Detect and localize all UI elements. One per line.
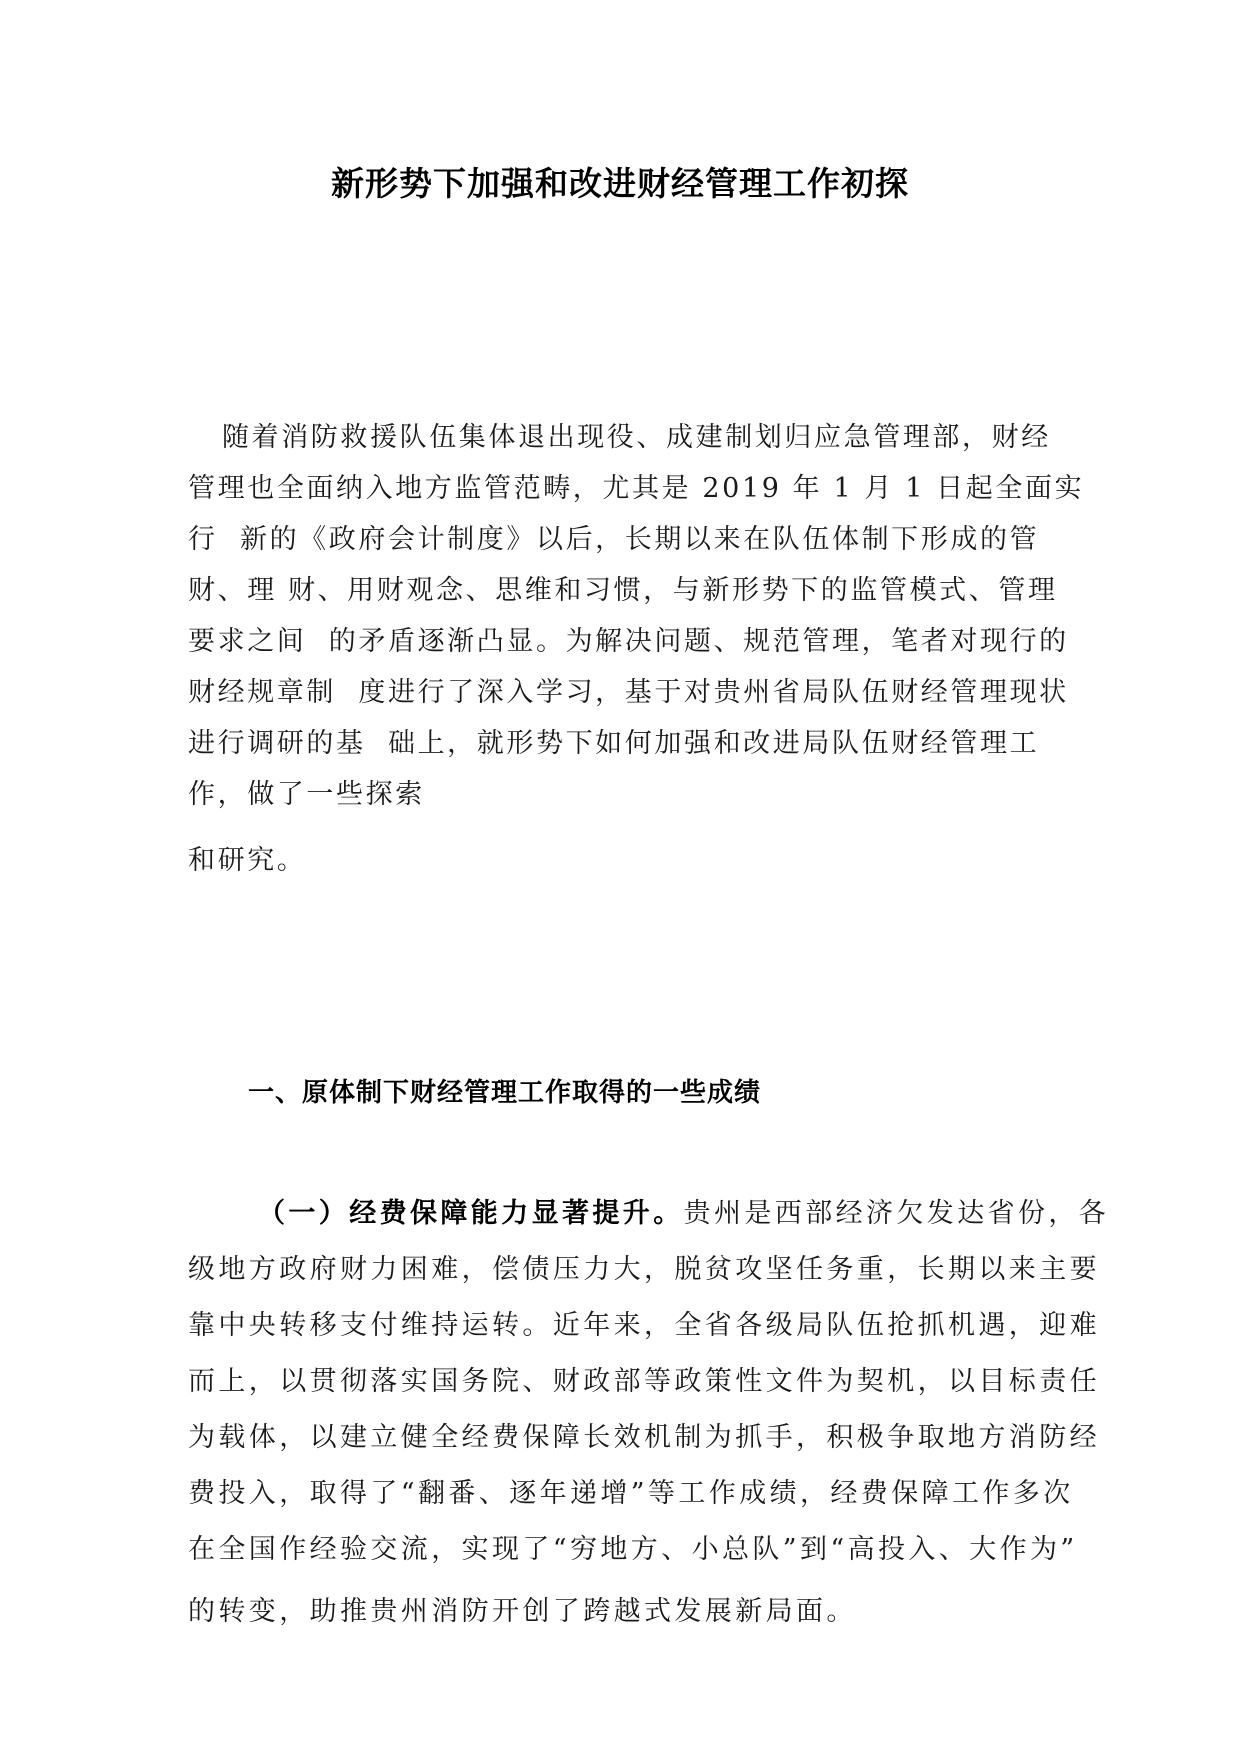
paragraph-line: 行 新的《政府会计制度》以后，长期以来在队伍体制下形成的管: [188, 524, 1040, 555]
section-heading: 一、原体制下财经管理工作取得的一些成绩: [248, 1078, 762, 1108]
paragraph-line: 和研究。: [188, 845, 307, 876]
paragraph-line: 级地方政府财力困难，偿债压力大，脱贫攻坚任务重，长期以来主要: [188, 1254, 1100, 1285]
subsection-lead: （一）经费保障能力显著提升。: [258, 1198, 684, 1229]
paragraph-line: 随着消防救援队伍集体退出现役、成建制划归应急管理部，财经: [222, 422, 1051, 453]
paragraph-line: 财、理 财、用财观念、思维和习惯，与新形势下的监管模式、管理: [188, 575, 1058, 606]
paragraph-text: 贵州是西部经济欠发达省份，各: [683, 1198, 1110, 1229]
paragraph-line: 在全国作经验交流，实现了“穷地方、小总队”到“高投入、大作为”: [188, 1534, 1078, 1565]
paragraph-line: 财经规章制 度进行了深入学习，基于对贵州省局队伍财经管理现状: [188, 677, 1069, 708]
paragraph-line: 管理也全面纳入地方监管范畴，尤其是 2019 年 1 月 1 日起全面实: [188, 473, 1085, 504]
paragraph-line: 为载体，以建立健全经费保障长效机制为抓手，积极争取地方消防经: [188, 1422, 1100, 1453]
paragraph-line: 要求之间 的矛盾逐渐凸显。为解决问题、规范管理，笔者对现行的: [188, 626, 1069, 657]
paragraph-line: 进行调研的基 础上，就形势下如何加强和改进局队伍财经管理工: [188, 728, 1040, 759]
paragraph-line: 作，做了一些探索: [188, 779, 425, 810]
paragraph-line: 费投入，取得了“翻番、逐年递增”等工作成绩，经费保障工作多次: [188, 1478, 1074, 1509]
paragraph-line: 靠中央转移支付维持运转。近年来，全省各级局队伍抢抓机遇，迎难: [188, 1310, 1100, 1341]
paragraph-line-first: [258, 1196, 1109, 1232]
paragraph-line: 的转变，助推贵州消防开创了跨越式发展新局面。: [188, 1596, 857, 1627]
document-title: 新形势下加强和改进财经管理工作初探: [331, 164, 909, 203]
paragraph-line: 而上，以贯彻落实国务院、财政部等政策性文件为契机，以目标责任: [188, 1366, 1100, 1397]
